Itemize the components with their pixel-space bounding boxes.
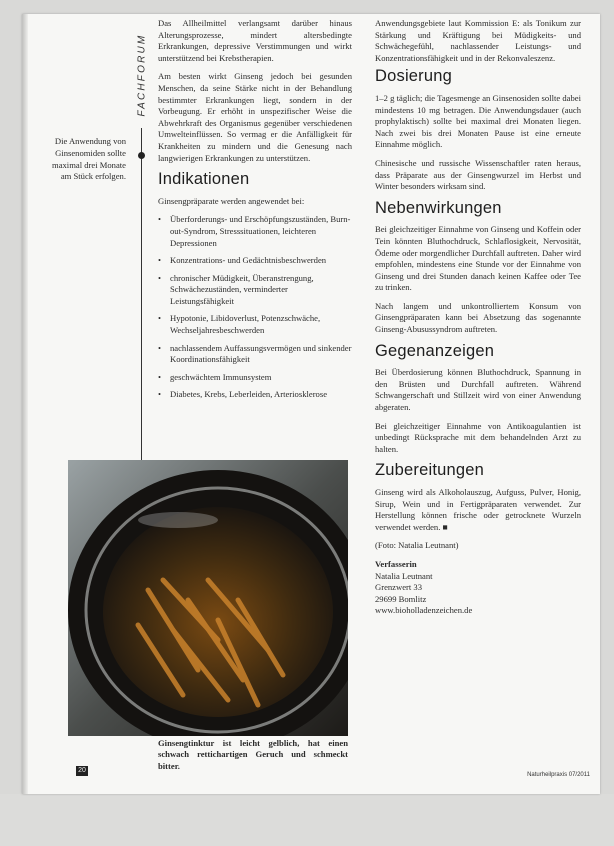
scan-background <box>0 794 614 846</box>
heading-dosierung: Dosierung <box>375 67 453 86</box>
paragraph: Anwendungsgebiete laut Kommission E: als Tonikum zur Stärkung und Kräftigung bei Müdigkeits- und Schwächegefühl, nachlassender Leistungs- und Konzentrationsfähigkeit und in der Rekonvaleszenz. <box>375 18 581 63</box>
list-item: • Konzentrations- und Gedächtnisbeschwerden <box>158 255 352 267</box>
margin-note: Die Anwendung von Ginsenomiden sollte maximal drei Monate am Stück erfolgen. <box>52 136 126 182</box>
jar-illustration <box>68 460 348 736</box>
list-item: • Diabetes, Krebs, Leberleiden, Arteriosklerose <box>158 389 352 401</box>
list-item: • geschwächtem Immunsystem <box>158 372 352 384</box>
list-intro: Ginsengpräparate werden angewendet bei: <box>158 195 305 206</box>
author-website: www.bioholladenzeichen.de <box>375 605 473 616</box>
intro-paragraph-2: Am besten wirkt Ginseng jedoch bei gesunden Menschen, da seine Stärke nicht in der Behandlung bestimmter Erkrankungen liegt, sondern in der Vorbeugung. Er erhöht in unspezifischer Weise die Abwehrkraft des Organismus gegenüber verschiedenen Umwelteinflüssen. So vermag er die Anfälligkeit für Krankheiten zu mindern und die Genesung nach langwierigen Erkrankungen zu unterstützen. <box>158 71 352 163</box>
paragraph: Ginseng wird als Alkoholauszug, Aufguss, Pulver, Honig, Sirup, Wein und in Fertigpräparaten verwendet. Zur Herstellung können frische oder getrocknete Wurzeln verwendet werden. ■ <box>375 487 581 532</box>
page-edge-shadow <box>22 14 28 794</box>
intro-paragraph-1: Das Allheilmittel verlangsamt darüber hinaus Alterungsprozesse, mindert altersbedingte Erkrankungen, depressive Verstimmungen und wirkt unterstützend bei Krebstherapien. <box>158 18 352 63</box>
author-name: Natalia Leutnant <box>375 570 433 581</box>
indication-list <box>158 214 352 401</box>
vertical-rule <box>141 128 142 472</box>
paragraph: Bei gleichzeitiger Einnahme von Ginseng und Koffein oder Tein könnten Bluthochdruck, Schlaflosigkeit, Nervosität, Ödeme oder morgendlicher Durchfall auftreten. Daher wird empfohlen, mindestens eine Stunde vor der Einnahme von Ginseng und drei Stunden danach keinen Kaffee oder Tee zu trinken. <box>375 224 581 293</box>
author-label: Verfasserin <box>375 558 417 569</box>
section-label: FACHFORUM <box>136 33 148 117</box>
list-item: • Überforderungs- und Erschöpfungszuständen, Burn-out-Syndrom, Stresssituationen, leichteren Depressionen <box>158 214 352 249</box>
list-item: • Hypotonie, Libidoverlust, Potenzschwäche, Wechseljahresbeschwerden <box>158 313 352 336</box>
photo-credit: (Foto: Natalia Leutnant) <box>375 540 459 551</box>
heading-zubereitungen: Zubereitungen <box>375 461 485 480</box>
middle-column <box>158 18 352 407</box>
right-column <box>375 18 581 617</box>
paragraph: 1–2 g täglich; die Tagesmenge an Ginsenosiden sollte dabei mindestens 10 mg betragen. Die Anwendungsdauer (auch prophylaktisch) sollte bei maximal drei Monaten liegen. Nach zwei bis drei Monaten Pause ist eine erneute Einnahme möglich. <box>375 92 581 150</box>
paragraph: Chinesische und russische Wissenschaftler raten heraus, dass Präparate aus der Ginsengwurzel im Herbst und Winter besonders wirksam sind. <box>375 157 581 192</box>
magazine-page <box>22 14 600 794</box>
rule-dot <box>138 152 145 159</box>
ginseng-jar-photo <box>68 460 348 736</box>
photo-caption: Ginsengtinktur ist leicht gelblich, hat einen schwach rettichartigen Geruch und schmeckt bitter. <box>158 738 348 771</box>
author-street: Grenzwert 33 <box>375 582 423 593</box>
list-item: • chronischer Müdigkeit, Überanstrengung, Schwächezuständen, verminderter Leistungsfähigkeit <box>158 273 352 308</box>
page-number: 20 <box>76 766 88 776</box>
heading-gegenanzeigen: Gegenanzeigen <box>375 341 495 360</box>
heading-nebenwirkungen: Nebenwirkungen <box>375 198 502 217</box>
paragraph: Bei Überdosierung können Bluthochdruck, Spannung in den Brüsten und Durchfall auftreten. Während Schwangerschaft und Stillzeit wird von einer Anwendung abgeraten. <box>375 367 581 413</box>
paragraph: Bei gleichzeitiger Einnahme von Antikoagulantien ist unbedingt Rücksprache mit dem behandelnden Arzt zu halten. <box>375 420 581 454</box>
footer-journal: Naturheilpraxis 07/2011 <box>527 772 590 778</box>
list-item: • nachlassendem Auffassungsvermögen und sinkender Koordinationsfähigkeit <box>158 343 352 366</box>
paragraph: Nach langem und unkontrolliertem Konsum von Ginsengpräparaten kann bei Absetzung das sogenannte Ginseng-Abusussyndrom auftreten. <box>375 300 581 335</box>
heading-indikationen: Indikationen <box>158 170 250 189</box>
author-city: 29699 Bomlitz <box>375 593 427 604</box>
